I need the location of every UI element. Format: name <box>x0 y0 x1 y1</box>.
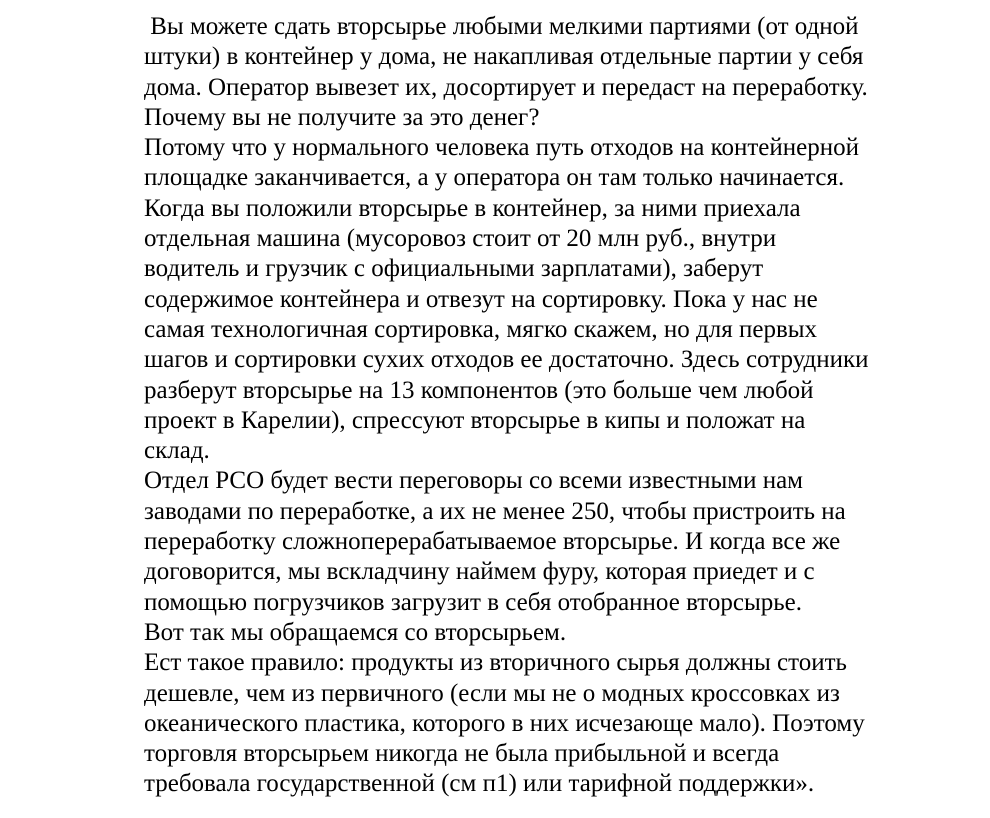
text-line: Вот так мы обращаемся со вторсырьем. <box>144 618 567 646</box>
text-line: договорится, мы вскладчину наймем фуру, которая приедет и с <box>144 558 815 586</box>
text-line: Потому что у нормального человека путь отходов на контейнерной <box>144 134 859 162</box>
text-line: разберут вторсырье на 13 компонентов (это больше чем любой <box>144 376 814 404</box>
text-line: площадке заканчивается, а у оператора он там только начинается. <box>144 164 845 192</box>
text-line: самая технологичная сортировка, мягко скажем, но для первых <box>144 315 818 343</box>
text-line: заводами по переработке, а их не менее 250, чтобы пристроить на <box>144 497 846 525</box>
text-line: склад. <box>144 437 210 465</box>
text-line: проект в Карелии), спрессуют вторсырье в кипы и положат на <box>144 406 806 434</box>
text-line: водитель и грузчик с официальными зарплатами), заберут <box>144 255 764 283</box>
text-line: торговля вторсырьем никогда не была прибыльной и всегда <box>144 740 780 768</box>
text-line: Когда вы положили вторсырье в контейнер, за ними приехала <box>144 194 801 222</box>
text-line: дешевле, чем из первичного (если мы не о модных кроссовках из <box>144 679 840 707</box>
text-line: отдельная машина (мусоровоз стоит от 20 млн руб., внутри <box>144 225 777 253</box>
text-line: шагов и сортировки сухих отходов ее достаточно. Здесь сотрудники <box>144 346 869 374</box>
text-line: штуки) в контейнер у дома, не накапливая отдельные партии у себя <box>144 43 864 71</box>
text-line: содержимое контейнера и отвезут на сортировку. Пока у нас не <box>144 285 818 313</box>
text-line: переработку сложноперерабатываемое вторсырье. И когда все же <box>144 528 841 556</box>
document-text <box>144 12 944 800</box>
text-line: требовала государственной (см п1) или тарифной поддержки». <box>144 770 815 798</box>
text-line: Ест такое правило: продукты из вторичного сырья должны стоить <box>144 649 847 677</box>
text-line: дома. Оператор вывезет их, досортирует и передаст на переработку. <box>144 73 868 101</box>
text-line: помощью погрузчиков загрузит в себя отобранное вторсырье. <box>144 588 802 616</box>
text-line: океанического пластика, которого в них исчезающе мало). Поэтому <box>144 709 865 737</box>
text-line: Отдел РСО будет вести переговоры со всеми известными нам <box>144 467 803 495</box>
text-line: Вы можете сдать вторсырье любыми мелкими партиями (от одной <box>144 13 859 40</box>
text-line: Почему вы не получите за это денег? <box>144 103 540 131</box>
